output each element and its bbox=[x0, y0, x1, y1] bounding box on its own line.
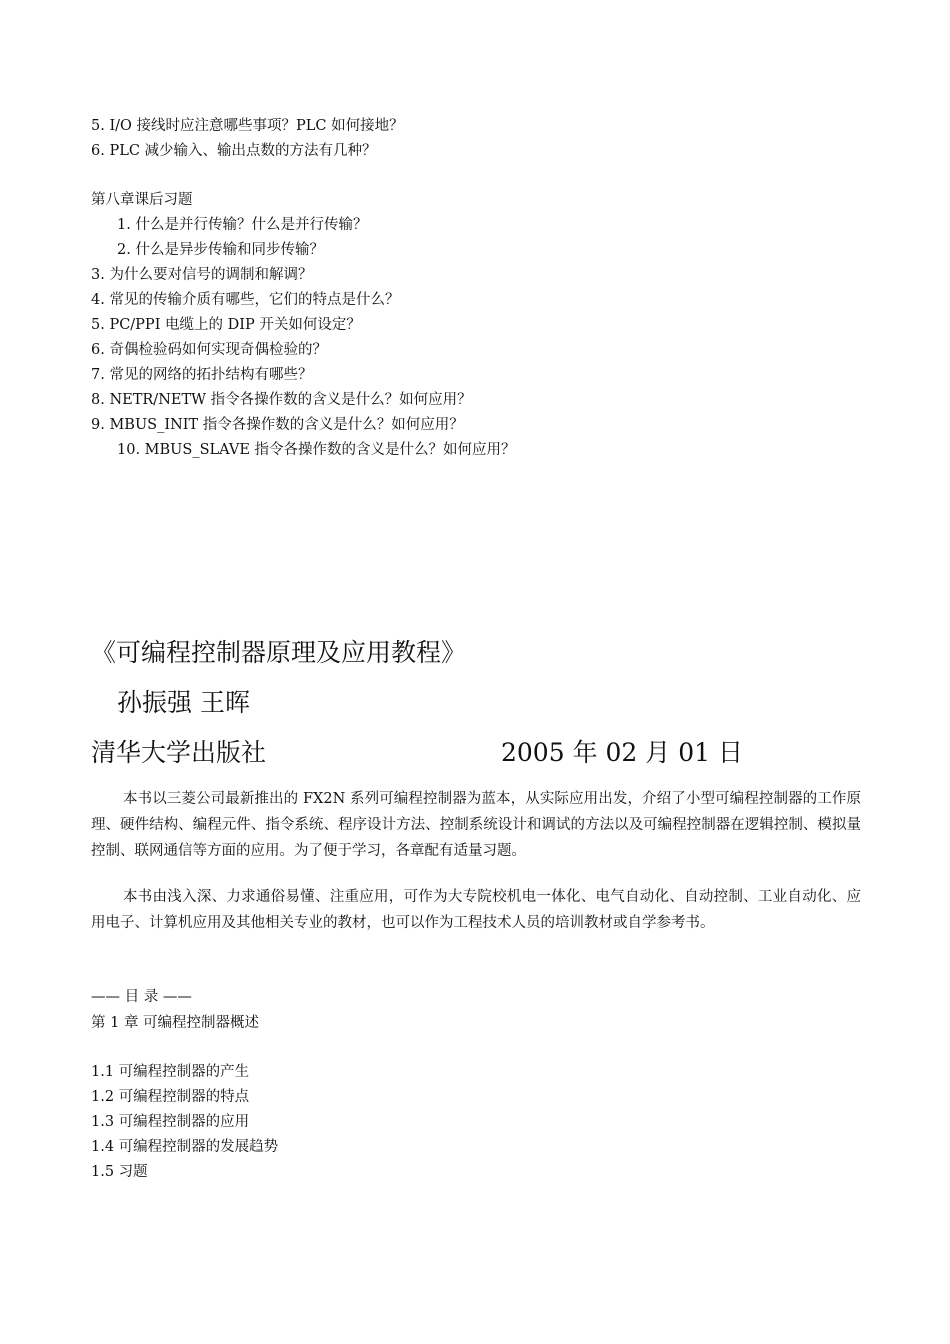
ch8-question-1: 1. 什么是并行传输？什么是并行传输？ bbox=[117, 217, 368, 233]
ch8-question-8: 8. NETR/NETW 指令各操作数的含义是什么？如何应用？ bbox=[91, 392, 472, 408]
toc-item-1-2: 1.2 可编程控制器的特点 bbox=[91, 1089, 250, 1105]
toc-item-1-4: 1.4 可编程控制器的发展趋势 bbox=[91, 1139, 279, 1155]
toc-item-1-3: 1.3 可编程控制器的应用 bbox=[91, 1114, 250, 1130]
ch8-question-10: 10. MBUS_SLAVE 指令各操作数的含义是什么？如何应用？ bbox=[117, 442, 516, 458]
ch8-question-2: 2. 什么是异步传输和同步传输？ bbox=[117, 242, 324, 258]
ch8-question-6: 6. 奇偶检验码如何实现奇偶检验的？ bbox=[91, 342, 327, 358]
book-intro-2: 本书由浅入深、力求通俗易懂、注重应用，可作为大专院校机电一体化、电气自动化、自动控制、工业自动化、应用电子、计算机应用及其他相关专业的教材，也可以作为工程技术人员的培训教材或自学参考书。 bbox=[91, 889, 861, 931]
book-publisher-line bbox=[91, 736, 851, 770]
ch8-question-3: 3. 为什么要对信号的调制和解调？ bbox=[91, 267, 313, 283]
ch8-question-5: 5. PC/PPI 电缆上的 DIP 开关如何设定？ bbox=[91, 317, 361, 333]
toc-chapter1: 第 1 章 可编程控制器概述 bbox=[91, 1015, 260, 1031]
ch8-question-7: 7. 常见的网络的拓扑结构有哪些？ bbox=[91, 367, 313, 383]
book-intro-1: 本书以三菱公司最新推出的 FX2N 系列可编程控制器为蓝本，从实际应用出发，介绍了小型可编程控制器的工作原理、硬件结构、编程元件、指令系统、程序设计方法、控制系统设计和调试的方法以及可编程控制器在逻辑控制、模拟量控制、联网通信等方面的应用。为了便于学习，各章配有适量习题。 bbox=[91, 791, 861, 859]
toc-item-1-5: 1.5 习题 bbox=[91, 1164, 148, 1180]
question-5-io: 5. I/O 接线时应注意哪些事项？PLC 如何接地？ bbox=[91, 118, 404, 134]
ch8-question-4: 4. 常见的传输介质有哪些，它们的特点是什么？ bbox=[91, 292, 400, 308]
book-authors: 孙振强 王晖 bbox=[117, 688, 250, 717]
toc-heading: —— 目 录 —— bbox=[91, 989, 192, 1005]
question-6-plc: 6. PLC 减少输入、输出点数的方法有几种？ bbox=[91, 143, 377, 159]
toc-item-1-1: 1.1 可编程控制器的产生 bbox=[91, 1064, 250, 1080]
ch8-question-9: 9. MBUS_INIT 指令各操作数的含义是什么？如何应用？ bbox=[91, 417, 464, 433]
chapter8-heading: 第八章课后习题 bbox=[91, 192, 193, 208]
book-title: 《可编程控制器原理及应用教程》 bbox=[91, 638, 467, 667]
book-date: 2005 年 02 月 01 日 bbox=[501, 738, 743, 767]
book-publisher: 清华大学出版社 bbox=[91, 738, 267, 767]
